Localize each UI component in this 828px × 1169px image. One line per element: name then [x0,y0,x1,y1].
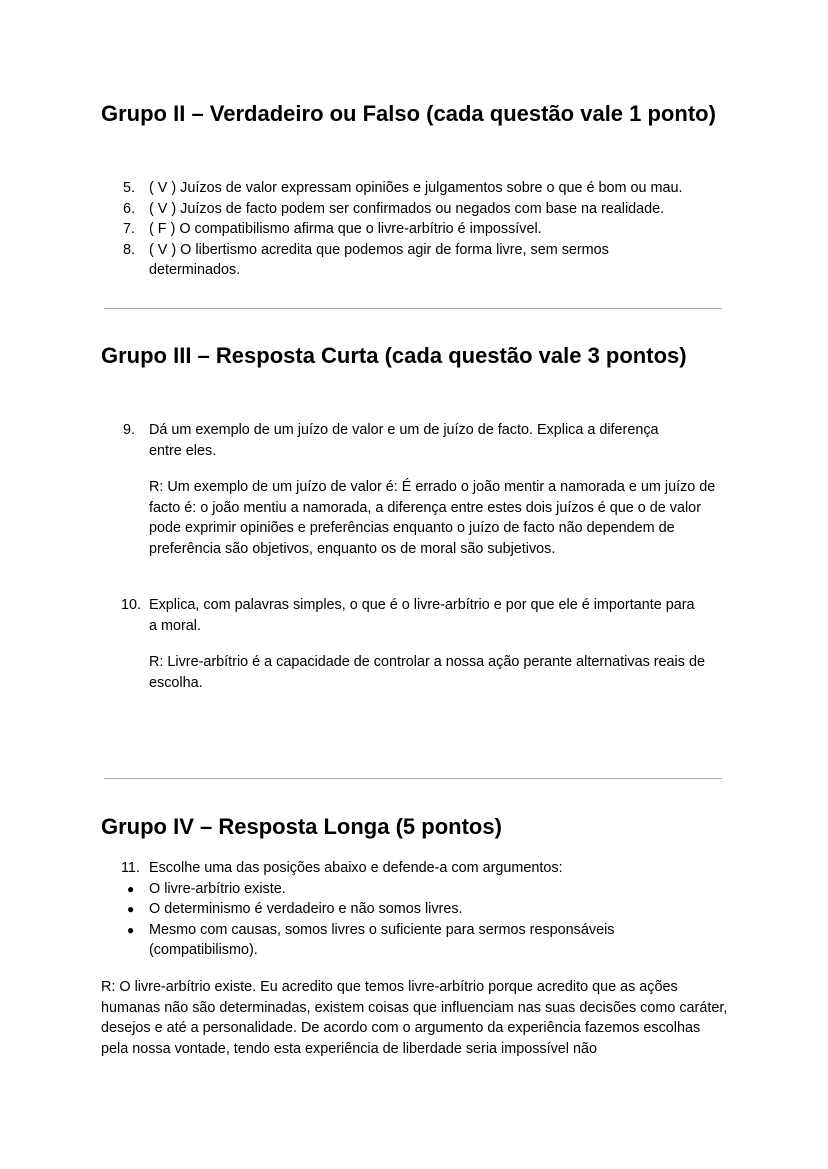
bullet-text: O livre-arbítrio existe. [149,880,286,897]
item-number: 8. [123,241,136,258]
list-item [101,920,731,961]
list-item [101,899,731,920]
list-item [101,879,731,900]
answer-text: R: O livre-arbítrio existe. Eu acredito que temos livre-arbítrio porque acredito que as ações humanas não são determinadas, existem coisas que influenciam nas suas decisões como caráter, desejos e até a personalidade. De acordo com o argumento da experiência fazemos escolhas pela nossa vontade, tendo esta experiência de liberdade seria impossível não [101,979,728,1057]
question-item [101,858,731,879]
answer-text: R: Livre-arbítrio é a capacidade de controlar a nossa ação perante alternativas reais de escolha. [149,654,705,691]
question-item [101,595,731,636]
item-text: ( V ) O libertismo acredita que podemos agir de forma livre, sem sermos determinados. [149,241,609,278]
question-text: Explica, com palavras simples, o que é o livre-arbítrio e por que ele é importante para a moral. [149,597,695,634]
group2-title: Grupo II – Verdadeiro ou Falso (cada questão vale 1 ponto) [101,101,716,126]
group3-title: Grupo III – Resposta Curta (cada questão vale 3 pontos) [101,343,687,368]
question-item [101,420,731,461]
list-item [101,178,731,199]
question-number: 9. [123,422,136,438]
question-text: Escolhe uma das posições abaixo e defende-a com argumentos: [149,860,563,876]
group3-q9 [101,420,731,461]
group3-q10 [101,595,731,636]
item-text: ( F ) O compatibilismo afirma que o livre-arbítrio é impossível. [149,221,542,237]
item-number: 5. [123,180,136,196]
bullet-text: O determinismo é verdadeiro e não somos livres. [149,901,463,917]
question-text: Dá um exemplo de um juízo de valor e um de juízo de facto. Explica a diferença entre eles. [149,422,659,459]
section-divider [104,778,722,779]
bullet-icon: ● [127,881,135,896]
list-item [101,199,731,220]
answer-text: R: Um exemplo de um juízo de valor é: É errado o joão mentir a namorada e um juízo de facto é: o joão mentiu a namorada, a diferença entre estes dois juízos é que o de valor pode exprimir opiniões e preferências enquanto o juízo de facto não dependem de preferência são objetivos, enquanto os de moral são subjetivos. [149,479,716,557]
item-text: ( V ) Juízos de facto podem ser confirmados ou negados com base na realidade. [149,200,665,217]
section-divider [104,308,722,309]
question-number: 10. [121,597,142,613]
bullet-icon: ● [127,902,135,916]
question-number: 11. [121,860,140,876]
group4-list [101,858,731,961]
bullet-icon: ● [127,922,135,937]
item-number: 6. [123,200,136,217]
item-text: ( V ) Juízos de valor expressam opiniões e julgamentos sobre o que é bom ou mau. [149,180,683,196]
group4-title: Grupo IV – Resposta Longa (5 pontos) [101,814,502,839]
bullet-text: Mesmo com causas, somos livres o suficiente para sermos responsáveis (compatibilismo). [149,921,615,958]
group2-list [101,178,731,281]
list-item [101,219,731,240]
item-number: 7. [123,221,136,237]
list-item [101,240,731,281]
